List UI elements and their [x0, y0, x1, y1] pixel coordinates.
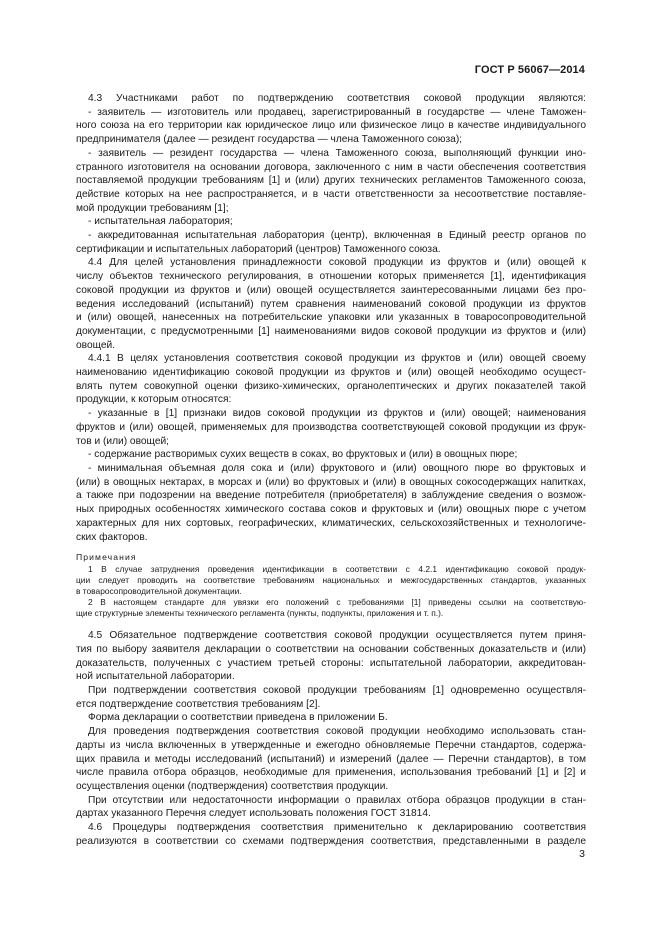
section-4-5 — [76, 629, 586, 848]
text-line: мой продукции требованиям [1]; — [76, 202, 229, 214]
text-line: Форма декларации о соответствии приведена в приложении Б. — [88, 712, 388, 724]
text-line: наименованию идентификацию соковой продукции из фруктов и (или) овощей необходимо осущест- — [76, 367, 586, 379]
text-line: числе правила отбора образцов, необходимые для применения, использования требований [1] и [2] и — [76, 767, 586, 779]
section-4-4-1 — [76, 352, 586, 544]
text-line: тов и (или) овощей; — [76, 435, 170, 447]
spacer — [76, 619, 586, 629]
text-line: При отсутствии или недостаточности информации о правилах отбора образцов продукции в стан- — [88, 794, 586, 806]
note-line: щие структурные элементы технического регламента (пункты, подпункты, приложения и т. п.). — [76, 608, 444, 619]
text-line: осуществления оценки (подтверждения) соответствия продукции. — [76, 780, 389, 792]
text-line: документации, с предусмотренными [1] наименованиями видов соковой продукции из фруктов и (или) — [76, 325, 586, 337]
section-4-3 — [76, 92, 586, 256]
text-line: ведения исследований (испытаний) путем сравнения наименований соковой продукции из фруктов — [76, 298, 586, 310]
note-line: ции следует проводить на соответствие требованиям национальных и межгосударственных стандартов, указанных — [76, 575, 586, 586]
text-line: действие которых на нее распространяется, и в части ответственности за несоответствие поставляе- — [76, 188, 586, 200]
note-line: 1 В случае затруднения проведения идентификации в соответствии с 4.2.1 идентификацию соковой продук- — [88, 564, 586, 575]
text-line: тия по выбору заявителя декларации о соответствии на основании собственных доказательств и (или) — [76, 643, 586, 655]
text-line: ется подтверждение соответствия требованиям [2]. — [76, 698, 321, 710]
text-line: ной испытательной лаборатории. — [76, 671, 235, 683]
text-line: 4.4.1 В целях установления соответствия соковой продукции из фруктов и (или) овощей своему — [88, 353, 586, 365]
text-line: - заявитель — изготовитель или продавец, зарегистрированный в государстве — члене Таможен- — [88, 106, 586, 118]
text-line: - аккредитованная испытательная лаборатория (центр), включенная в Единый реестр органов по — [88, 230, 586, 242]
text-line: странного изготовителя на основании договора, заключенного с ним в части обеспечения соответствия — [76, 161, 586, 173]
text-line: Для проведения подтверждения соответствия соковой продукции необходимо использовать стан- — [88, 726, 586, 738]
text-line: характерных для них сортовых, географических, климатических, сельскохозяйственных и технологиче- — [76, 517, 586, 529]
document-id: ГОСТ Р 56067—2014 — [474, 64, 585, 76]
notes-title: Примечания — [76, 552, 137, 563]
text-line: фруктов и (или) овощей, применяемых для производства соответствующей соковой продукции из фрук- — [76, 421, 586, 433]
text-line: овощей. — [76, 339, 116, 351]
text-line: 4.4 Для целей установления принадлежности соковой продукции из фруктов и (или) овощей к — [88, 257, 586, 269]
note-line: 2 В настоящем стандарте для увязки его положений с требованиями [1] приведены ссылки на соответствую- — [88, 597, 586, 608]
text-line: 4.3 Участниками работ по подтверждению соответствия соковой продукции являются: — [88, 93, 586, 104]
text-line: щих правила и методы исследований (испытаний) и измерений (далее — Перечни стандартов), в том — [76, 753, 586, 765]
text-line: поставляемой продукции требованиям [1] и (или) других технических регламентов Таможенного союза, — [76, 175, 586, 187]
text-line: ных природных особенностях химического состава соков и фруктовых и (или) овощных пюре с учетом — [76, 504, 586, 516]
text-line: доказательств, полученных с участием третьей стороны: испытательной лаборатории, аккредитован- — [76, 657, 586, 669]
text-line: 4.6 Процедуры подтверждения соответствия применительно к декларированию соответствия — [88, 822, 586, 834]
text-line: (или) в овощных нектарах, в морсах и (или) во фруктовых и (или) в овощных сокосодержащих напитках, — [76, 476, 586, 488]
text-line: сертификации и испытательных лабораторий (центров) Таможенного союза. — [76, 243, 441, 255]
document-body — [76, 92, 586, 848]
page-number: 3 — [579, 848, 585, 860]
text-line: дартах указанного Перечня следует использовать положения ГОСТ 31814. — [76, 808, 431, 820]
text-line: - указанные в [1] признаки видов соковой продукции из фруктов и (или) овощей; наименования — [88, 408, 586, 420]
text-line: влять путем совокупной оценки физико-химических, органолептических и других показателей такой — [76, 380, 586, 392]
text-line: числу объектов технического регулирования, в отношении которых применяется [1], идентификация — [76, 271, 586, 283]
text-line: соковой продукции из фруктов и (или) овощей осуществляется заинтересованными лицами без про- — [76, 284, 586, 296]
text-line: реализуются в соответствии со схемами подтверждения соответствия, представленными в разделе — [76, 835, 586, 847]
text-line: - заявитель — резидент государства — члена Таможенного союза, выполняющий функции ино- — [88, 147, 586, 159]
text-line: При подтверждении соответствия соковой продукции требованиям [1] одновременно осуществля- — [88, 685, 586, 697]
text-line: продукции, к которым относятся: — [76, 394, 232, 406]
text-line: ских факторов. — [76, 531, 148, 543]
text-line: дарты из числа включенных в утвержденные и ежегодно обновляемые Перечни стандартов, содержа- — [76, 739, 586, 751]
section-4-4 — [76, 256, 586, 352]
note-line: в товаросопроводительной документации. — [76, 586, 242, 597]
text-line: предпринимателя (далее — резидент государства — члена Таможенного союза); — [76, 134, 463, 146]
text-line: и (или) овощей, нанесенных на потребительские упаковки или указанных в товаросопроводительной — [76, 312, 586, 324]
text-line: ного союза на его территории как юридическое лицо или физическое лицо в качестве индивидуального — [76, 120, 586, 132]
text-line: - минимальная объемная доля сока и (или) фруктового и (или) овощного пюре во фруктовых и — [88, 462, 586, 474]
notes-block — [76, 552, 586, 619]
text-line: - испытательная лаборатория; — [88, 216, 233, 228]
text-line: а также при подозрении на введение потребителя (приобретателя) в заблуждение сведения о возмож- — [76, 490, 586, 502]
text-line: - содержание растворимых сухих веществ в соках, во фруктовых и (или) в овощных пюре; — [88, 449, 518, 461]
text-line: 4.5 Обязательное подтверждение соответствия соковой продукции осуществляется путем приня- — [88, 630, 586, 642]
